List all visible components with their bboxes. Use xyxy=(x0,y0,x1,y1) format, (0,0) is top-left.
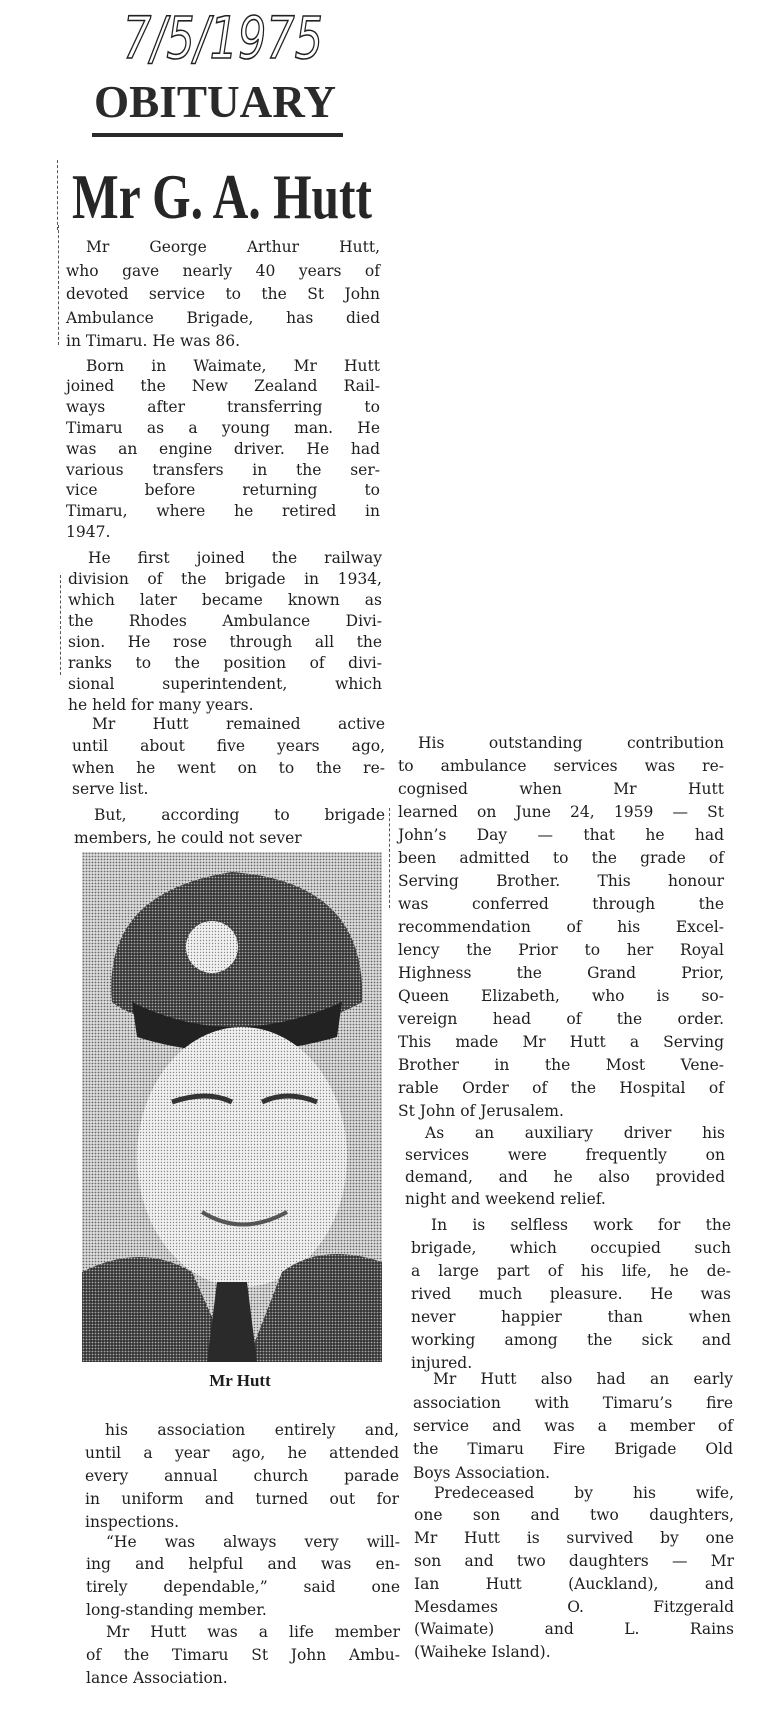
text-line: cognised when Mr Hutt xyxy=(398,779,724,798)
scan-mark xyxy=(389,808,390,908)
text-line: sional superintendent, which xyxy=(68,674,382,693)
text-line: But, according to brigade xyxy=(94,805,385,824)
paragraph xyxy=(66,356,380,543)
text-line: when he went on to the re- xyxy=(72,758,385,777)
text-line: various transfers in the ser- xyxy=(66,460,380,479)
paragraph xyxy=(86,1531,400,1622)
text-line: demand, and he also provided xyxy=(405,1168,725,1186)
face xyxy=(137,1027,347,1287)
paragraph xyxy=(66,236,380,354)
text-line: (Waimate) and L. Rains xyxy=(414,1620,734,1639)
text-line: until about five years ago, xyxy=(72,736,385,755)
section-title-text: OBITUARY xyxy=(94,76,336,127)
text-line: a large part of his life, he de- xyxy=(411,1261,731,1280)
text-line: services were frequently on xyxy=(405,1146,725,1164)
text-line: Mesdames O. Fitzgerald xyxy=(414,1597,734,1616)
text-line: who gave nearly 40 years of xyxy=(66,261,380,280)
text-line: never happier than when xyxy=(411,1307,731,1326)
text-line: Highness the Grand Prior, xyxy=(398,963,724,982)
text-line: Timaru as a young man. He xyxy=(66,418,380,437)
text-line: Serving Brother. This honour xyxy=(398,871,724,890)
text-line: division of the brigade in 1934, xyxy=(68,569,382,588)
text-line: tirely dependable,” said one xyxy=(86,1578,400,1597)
text-line: sion. He rose through all the xyxy=(68,632,382,651)
text-line: members, he could not sever xyxy=(74,828,302,847)
paragraph xyxy=(411,1214,731,1375)
handwritten-date xyxy=(118,0,333,80)
text-line: vice before returning to xyxy=(66,481,380,500)
text-line: Mr George Arthur Hutt, xyxy=(86,238,380,257)
paragraph xyxy=(405,1122,725,1210)
text-line: night and weekend relief. xyxy=(405,1190,606,1208)
section-title xyxy=(92,76,342,127)
text-line: St John of Jerusalem. xyxy=(398,1101,564,1120)
text-line: was conferred through the xyxy=(398,894,724,913)
text-line: recommendation of his Excel- xyxy=(398,917,724,936)
text-line: rived much pleasure. He was xyxy=(411,1284,731,1303)
text-line: in uniform and turned out for xyxy=(85,1489,399,1508)
text-line: John’s Day — that he had xyxy=(398,825,724,844)
text-line: learned on June 24, 1959 — St xyxy=(398,802,724,821)
text-line: devoted service to the St John xyxy=(66,285,380,304)
text-line: working among the sick and xyxy=(411,1330,731,1349)
text-line: one son and two daughters, xyxy=(414,1506,734,1525)
text-line: Mr Hutt was a life member xyxy=(106,1622,400,1641)
text-line: lance Association. xyxy=(86,1668,228,1687)
headline-text: Mr G. A. Hutt xyxy=(72,161,373,232)
text-line: his association entirely and, xyxy=(105,1420,399,1439)
text-line: 1947. xyxy=(66,522,111,541)
text-line: In is selfless work for the xyxy=(431,1215,731,1234)
scan-mark xyxy=(57,160,58,230)
paragraph xyxy=(413,1368,733,1484)
text-line: This made Mr Hutt a Serving xyxy=(398,1032,724,1051)
paragraph xyxy=(72,714,385,801)
text-line: brigade, which occupied such xyxy=(411,1238,731,1257)
title-rule xyxy=(92,133,343,137)
text-line: was an engine driver. He had xyxy=(66,439,380,458)
cap-badge xyxy=(186,921,238,973)
text-line: the Rhodes Ambulance Divi- xyxy=(68,611,382,630)
text-line: injured. xyxy=(411,1353,473,1372)
text-line: rable Order of the Hospital of xyxy=(398,1078,724,1097)
headline xyxy=(70,160,376,232)
text-line: Boys Association. xyxy=(413,1463,551,1482)
text-line: Queen Elizabeth, who is so- xyxy=(398,986,724,1005)
portrait-photo xyxy=(82,852,382,1362)
text-line: until a year ago, he attended xyxy=(85,1443,399,1462)
handwritten-date-text: 7/5/1975 xyxy=(123,4,323,72)
text-line: As an auxiliary driver his xyxy=(425,1124,725,1142)
text-line: of the Timaru St John Ambu- xyxy=(86,1645,400,1664)
text-line: Born in Waimate, Mr Hutt xyxy=(86,356,380,375)
photo-caption: Mr Hutt xyxy=(209,1371,271,1390)
text-line: been admitted to the grade of xyxy=(398,848,724,867)
text-line: Mr Hutt remained active xyxy=(92,715,385,734)
paragraph xyxy=(68,548,382,716)
text-line: “He was always very will- xyxy=(106,1532,400,1551)
text-line: vereign head of the order. xyxy=(398,1009,724,1028)
paragraph xyxy=(74,804,385,850)
paragraph xyxy=(414,1482,734,1664)
text-line: lency the Prior to her Royal xyxy=(398,940,724,959)
text-line: the Timaru Fire Brigade Old xyxy=(413,1440,733,1459)
text-line: inspections. xyxy=(85,1512,180,1531)
paragraph xyxy=(86,1621,400,1690)
paragraph xyxy=(398,732,724,1123)
text-line: in Timaru. He was 86. xyxy=(66,332,241,351)
text-line: joined the New Zealand Rail- xyxy=(66,377,380,396)
text-line: Mr Hutt is survived by one xyxy=(414,1529,734,1548)
text-line: Timaru, where he retired in xyxy=(66,502,380,521)
scan-mark xyxy=(58,225,59,345)
text-line: (Waiheke Island). xyxy=(414,1643,551,1662)
text-line: Brother in the Most Vene- xyxy=(398,1055,724,1074)
text-line: which later became known as xyxy=(68,590,382,609)
text-line: ranks to the position of divi- xyxy=(68,653,382,672)
paragraph xyxy=(85,1419,399,1534)
scan-mark xyxy=(60,575,61,675)
text-line: long-standing member. xyxy=(86,1600,267,1619)
text-line: Ambulance Brigade, has died xyxy=(66,308,380,327)
text-line: serve list. xyxy=(72,780,149,799)
text-line: He first joined the railway xyxy=(88,548,382,567)
text-line: association with Timaru’s fire xyxy=(413,1393,733,1412)
text-line: to ambulance services was re- xyxy=(398,756,724,775)
text-line: every annual church parade xyxy=(85,1466,399,1485)
text-line: ways after transferring to xyxy=(66,398,380,417)
text-line: he held for many years. xyxy=(68,695,254,714)
text-line: service and was a member of xyxy=(413,1416,733,1435)
text-line: Mr Hutt also had an early xyxy=(433,1370,733,1389)
text-line: ing and helpful and was en- xyxy=(86,1555,400,1574)
text-line: His outstanding contribution xyxy=(418,733,724,752)
text-line: Ian Hutt (Auckland), and xyxy=(414,1574,734,1593)
text-line: son and two daughters — Mr xyxy=(414,1551,734,1570)
text-line: Predeceased by his wife, xyxy=(434,1483,734,1502)
